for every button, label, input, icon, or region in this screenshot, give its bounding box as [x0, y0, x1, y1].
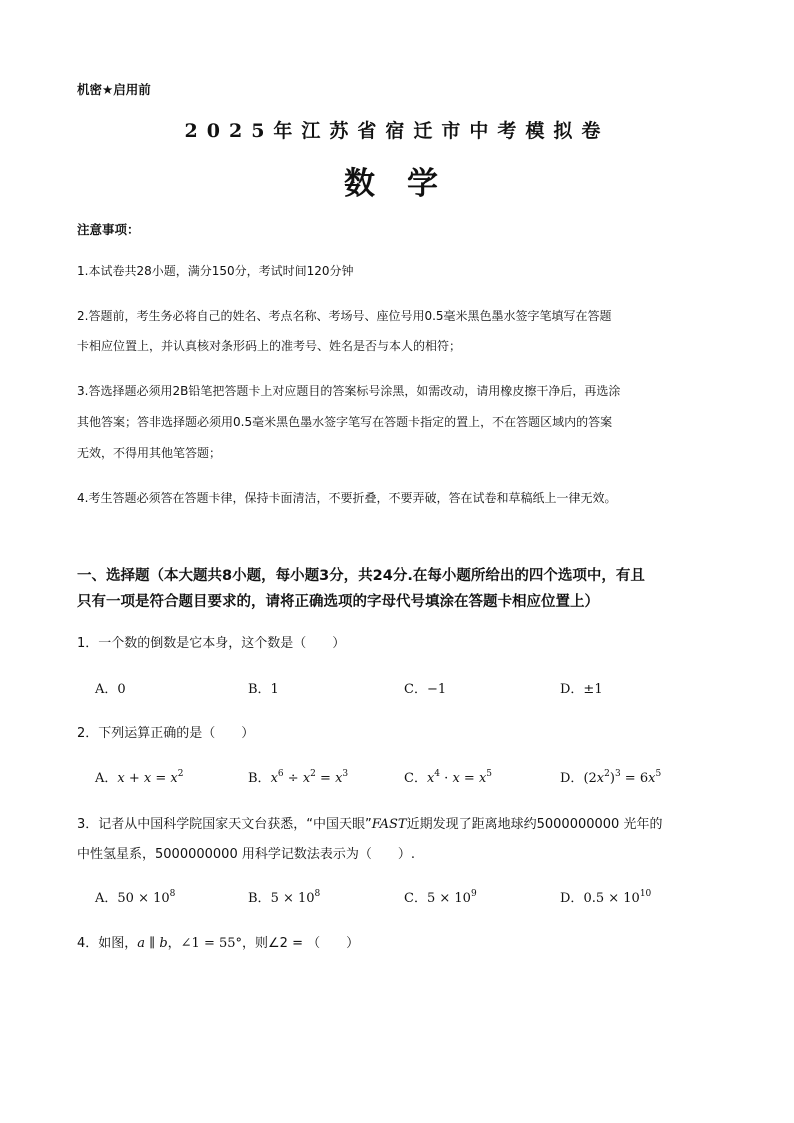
exam-title: 2025年江苏省宿迁市中考模拟卷 [184, 120, 610, 142]
notice-heading: 注意事项： [77, 222, 140, 237]
section-heading-line2: 只有一项是符合题目要求的，请将正确选项的字母代号填涂在答题卡相应位置上） [77, 594, 599, 610]
question-4-stem: 4．如图，a ∥ b，∠1 = 55°，则∠2 = （ ） [77, 936, 360, 951]
notice-item-4: 4.考生答题必须答在答题卡律，保持卡面清洁，不要折叠，不要弄破，答在试卷和草稿纸上一律无效。 [77, 491, 617, 505]
question-2-option-c: C．$x^4 \cdot x = x^5$ [404, 769, 493, 786]
question-1-option-c: C．−1 [404, 682, 447, 697]
question-1-option-a: A．0 [95, 682, 126, 697]
question-2-stem: 2．下列运算正确的是（ ） [77, 726, 255, 741]
question-3-option-b: B．$5 \times 10^8$ [248, 889, 321, 906]
confidential-label: 机密★启用前 [77, 82, 151, 97]
question-2-option-a: A．$x + x = x^2$ [95, 769, 184, 786]
notice-item-3-cont: 其他答案；答非选择题必须用0.5毫米黑色墨水签字笔写在答题卡指定的置上，不在答题区域内的答案 [77, 415, 613, 429]
question-3-option-a: A．$50 \times 10^8$ [95, 889, 176, 906]
notice-item-2-cont: 卡相应位置上，并认真核对条形码上的准考号、姓名是否与本人的相符； [77, 339, 462, 353]
section-heading-line1: 一、选择题（本大题共8小题，每小题3分，共24分.在每小题所给出的四个选项中，有且 [77, 568, 645, 584]
notice-item-2: 2.答题前，考生务必将自己的姓名、考点名称、考场号、座位号用0.5毫米黑色墨水签字笔填写在答题 [77, 309, 612, 323]
question-3-option-d: D．$0.5 \times 10^{10}$ [560, 889, 652, 906]
question-2-option-b: B．$x^6 \div x^2 = x^3$ [248, 769, 349, 786]
question-1-stem: 1．一个数的倒数是它本身，这个数是（ ） [77, 636, 346, 651]
question-3-stem-line1: 3．记者从中国科学院国家天文台获悉，“中国天眼”FAST近期发现了距离地球约5000000000 光年的 [77, 817, 663, 832]
question-1-option-b: B．1 [248, 682, 279, 697]
notice-item-3: 3.答选择题必须用2B铅笔把答题卡上对应题目的答案标号涂黑，如需改动，请用橡皮擦干净后，再选涂 [77, 384, 621, 398]
question-2-option-d: D．$(2x^2)^3 = 6x^5$ [560, 769, 662, 786]
question-3-stem-line2: 中性氢星系，5000000000 用科学记数法表示为（ ）. [77, 847, 415, 862]
subject-title: 数学 [344, 166, 470, 202]
question-1-option-d: D．±1 [560, 682, 603, 697]
notice-item-3-cont2: 无效，不得用其他笔答题； [77, 446, 222, 460]
question-3-option-c: C．$5 \times 10^9$ [404, 889, 477, 906]
notice-item-1: 1.本试卷共28小题，满分150分，考试时间120分钟 [77, 264, 354, 278]
